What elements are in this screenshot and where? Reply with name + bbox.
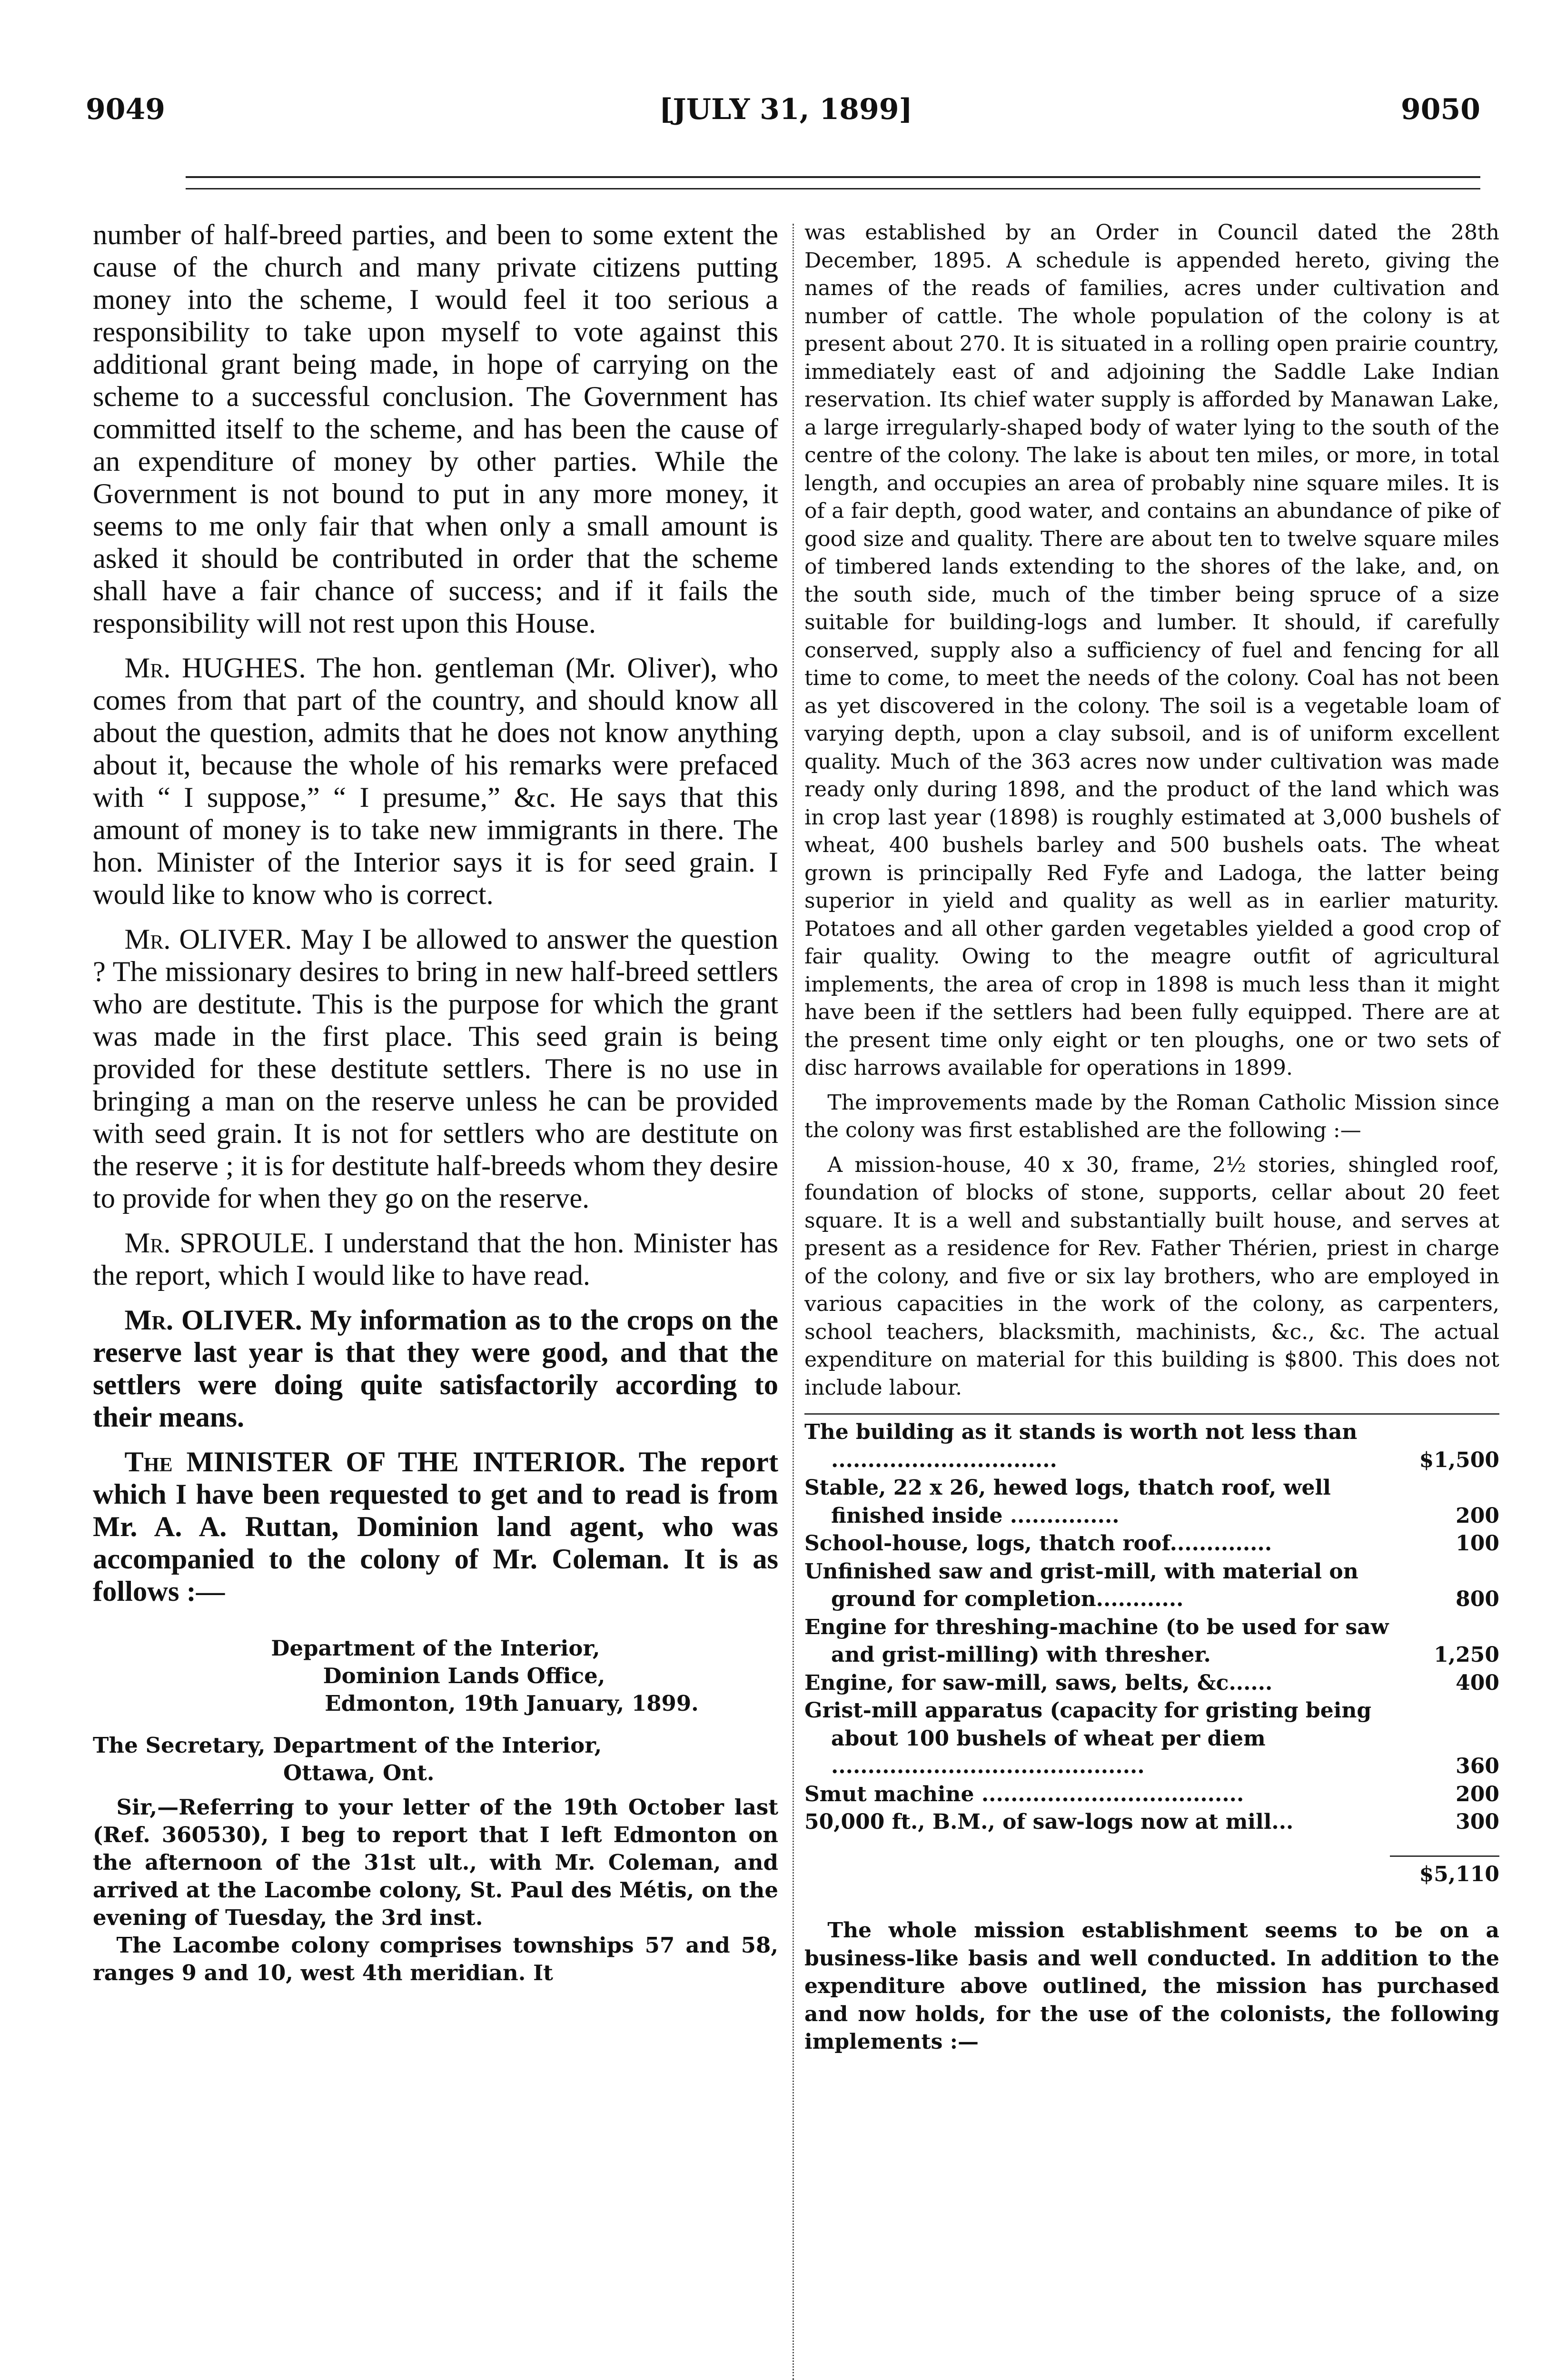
speech-text: The report which I have been requested to get and to read is from Mr. A. A. Ruttan, Dominion land agent, who was accompanied to the colony of Mr. Coleman. It is as follows :— — [93, 1446, 778, 1607]
speaker-name: Mr. OLIVER. — [124, 923, 292, 955]
item-description: Grist-mill apparatus (capacity for gristing being about 100 bushels of wheat per diem ........................................... — [804, 1698, 1372, 1778]
item-amount: 200 — [1456, 1782, 1499, 1806]
item-amount: 1,250 — [1434, 1643, 1499, 1667]
page-number-left: 9049 — [86, 93, 165, 126]
expenditure-item — [804, 1669, 1499, 1697]
item-description: 50,000 ft., B.M., of saw-logs now at mill... — [804, 1810, 1294, 1834]
letter-date: Edmonton, 19th January, 1899. — [325, 1691, 699, 1716]
speaker-name: Mr. SPROULE. — [124, 1227, 315, 1259]
expenditure-item — [804, 1697, 1499, 1781]
expenditure-item — [804, 1558, 1499, 1614]
right-paragraph: A mission-house, 40 x 30, frame, 2½ stories, shingled roof, foundation of blocks of stone, supports, cellar about 20 feet square. It is a well and substantially built house, and serves at present as a residence for Rev. Father Thérien, priest in charge of the colony, and five or six lay brothers, who are employed in various capacities in the work of the colony, as carpenters, school teachers, blacksmith, machinists, &c., &c. The actual expenditure on material for this building is $800. This does not include labour. — [804, 1152, 1499, 1400]
expenditure-item — [804, 1530, 1499, 1558]
letter-office: Dominion Lands Office, — [323, 1663, 605, 1688]
total-rule — [1390, 1855, 1499, 1857]
page-number-right: 9050 — [1401, 93, 1480, 126]
speech-minister — [93, 1446, 778, 1608]
item-description: Smut machine .................................... — [804, 1782, 1244, 1806]
speaker-name: Mr. HUGHES. — [124, 652, 306, 684]
expenditure-item — [804, 1781, 1499, 1809]
item-amount: 100 — [1456, 1531, 1499, 1556]
speech-hughes — [93, 652, 778, 911]
item-description: Engine, for saw-mill, saws, belts, &c...... — [804, 1670, 1273, 1695]
speech-text: I understand that the hon. Minister has the report, which I would like to have read. — [93, 1227, 778, 1291]
item-amount: 360 — [1456, 1754, 1499, 1778]
speech-oliver-2 — [93, 1304, 778, 1434]
item-amount: 200 — [1456, 1503, 1499, 1528]
expenditure-item — [804, 1474, 1499, 1530]
speech-sproule — [93, 1227, 778, 1292]
item-description: Unfinished saw and grist-mill, with material on ground for completion............ — [804, 1559, 1358, 1611]
expenditure-total: $5,110 — [1419, 1862, 1499, 1886]
item-amount: 800 — [1456, 1587, 1499, 1611]
right-paragraph: The improvements made by the Roman Catholic Mission since the colony was first established are the following :— — [804, 1090, 1499, 1142]
right-paragraph: was established by an Order in Council dated the 28th December, 1895. A schedule is appended hereto, giving the names of the reads of families, acres under cultivation and number of cattle. The whole population of the colony is at present about 270. It is situated in a rolling open prairie country, immediately east of and adjoining the Saddle Lake Indian reservation. Its chief water supply is afforded by Manawan Lake, a large irregularly-shaped body of water lying to the south of the centre of the colony. The lake is about ten miles, or more, in total length, and occupies an area of probably nine square miles. It is of a fair depth, good water, and contains an abundance of pike of good size and quality. There are about ten to twelve square miles of timbered lands extending to the shores of the lake, and, on the south side, much of the timber being spruce of a size suitable for building-logs and lumber. It should, if carefully conserved, supply also a sufficiency of fuel and fencing for all time to come, to meet the needs of the colony. Coal has not been as yet discovered in the colony. The soil is a vegetable loam of varying depth, upon a clay subsoil, and is of uniform excellent quality. Much of the 363 acres now under cultivation was made ready only during 1898, and the product of the land which was in crop last year (1898) is roughly estimated at 3,000 bushels of wheat, 400 bushels barley and 500 bushels oats. The wheat grown is principally Red Fyfe and Ladoga, the latter being superior in yield and quality as well as in earlier maturity. Potatoes and all other garden vegetables yielded a good crop of fair quality. Owing to the meagre outfit of agricultural implements, the area of crop in 1898 is much less than it might have been if the settlers had been fully equipped. There are at the present time only eight or ten ploughs, one or two sets of disc harrows available for operations in 1899. — [804, 220, 1499, 1080]
expenditure-item — [804, 1808, 1499, 1836]
item-amount: 400 — [1456, 1670, 1499, 1695]
item-amount: 300 — [1456, 1810, 1499, 1834]
column-divider — [793, 224, 794, 2380]
expenditure-item — [804, 1418, 1499, 1474]
letter-heading — [93, 1635, 778, 1717]
right-column — [804, 219, 1499, 2056]
item-description: Engine for threshing-machine (to be used for saw and grist-milling) with thresher. — [804, 1615, 1389, 1667]
speech-text: May I be allowed to answer the question ? The missionary desires to bring in new half-breed settlers who are destitute. This is the purpose for which the grant was made in the first place. This seed grain is being provided for these destitute settlers. There is no use in bringing a man on the reserve unless he can be provided with seed grain. It is not for settlers who are destitute on the reserve ; it is for destitute half-breeds whom they desire to provide for when they go on the reserve. — [93, 923, 778, 1214]
expenditure-list — [804, 1413, 1499, 1888]
letter-body: Sir,—Referring to your letter of the 19th October last (Ref. 360530), I beg to report that I left Edmonton on the afternoon of the 31st ult., with Mr. Coleman, and arrived at the Lacombe colony, St. Paul des Métis, on the evening of Tuesday, the 3rd inst. — [93, 1795, 778, 1930]
letter-body: The Lacombe colony comprises townships 57 and 58, ranges 9 and 10, west 4th meridian. It — [93, 1933, 778, 1985]
item-description: The building as it stands is worth not less than ............................... — [804, 1420, 1358, 1472]
header-rule-bottom — [186, 188, 1480, 189]
letter-address — [93, 1732, 778, 1787]
item-amount: $1,500 — [1419, 1448, 1499, 1472]
right-paragraph: The whole mission establishment seems to be on a business-like basis and well conducted. In addition to the expenditure above outlined, the mission has purchased and now holds, for the use of the colonists, the following implements :— — [804, 1918, 1499, 2054]
page-date: [JULY 31, 1899] — [659, 93, 912, 126]
letter-city: Ottawa, Ont. — [283, 1760, 435, 1785]
speech-text: The hon. gentleman (Mr. Oliver), who comes from that part of the country, and should know all about the question, admits that he does not know anything about it, because the whole of his remarks were prefaced with “ I suppose,” “ I presume,” &c. He says that this amount of money is to take new immigrants in there. The hon. Minister of the Interior says it is for seed grain. I would like to know who is correct. — [93, 652, 778, 911]
speaker-name: Mr. OLIVER. — [124, 1304, 302, 1336]
header-rule-top — [186, 176, 1480, 178]
report-letter — [93, 1635, 778, 1987]
letter-dept: Department of the Interior, — [271, 1636, 600, 1661]
speaker-name: The MINISTER OF THE INTERIOR. — [124, 1446, 625, 1478]
item-description: School-house, logs, thatch roof.............. — [804, 1531, 1272, 1556]
letter-addressee: The Secretary, Department of the Interior, — [93, 1733, 602, 1758]
left-paragraph: number of half-breed parties, and been to some extent the cause of the church and many private citizens putting money into the scheme, I would feel it too serious a responsibility to take upon myself to vote against this additional grant being made, in hope of carrying on the scheme to a successful conclusion. The Government has committed itself to the scheme, and has been the cause of an expenditure of money by other parties. While the Government is not bound to put in any more money, it seems to me only fair that when only a small amount is asked it should be contributed in order that the scheme shall have a fair chance of success; and if it fails the responsibility will not rest upon this House. — [93, 219, 778, 639]
item-description: Stable, 22 x 26, hewed logs, thatch roof, well finished inside ............... — [804, 1476, 1331, 1528]
left-column — [93, 219, 778, 1987]
expenditure-item — [804, 1614, 1499, 1669]
speech-oliver — [93, 923, 778, 1215]
speech-text: My information as to the crops on the reserve last year is that they were good, and that the settlers were doing quite satisfactorily according to their means. — [93, 1304, 778, 1433]
